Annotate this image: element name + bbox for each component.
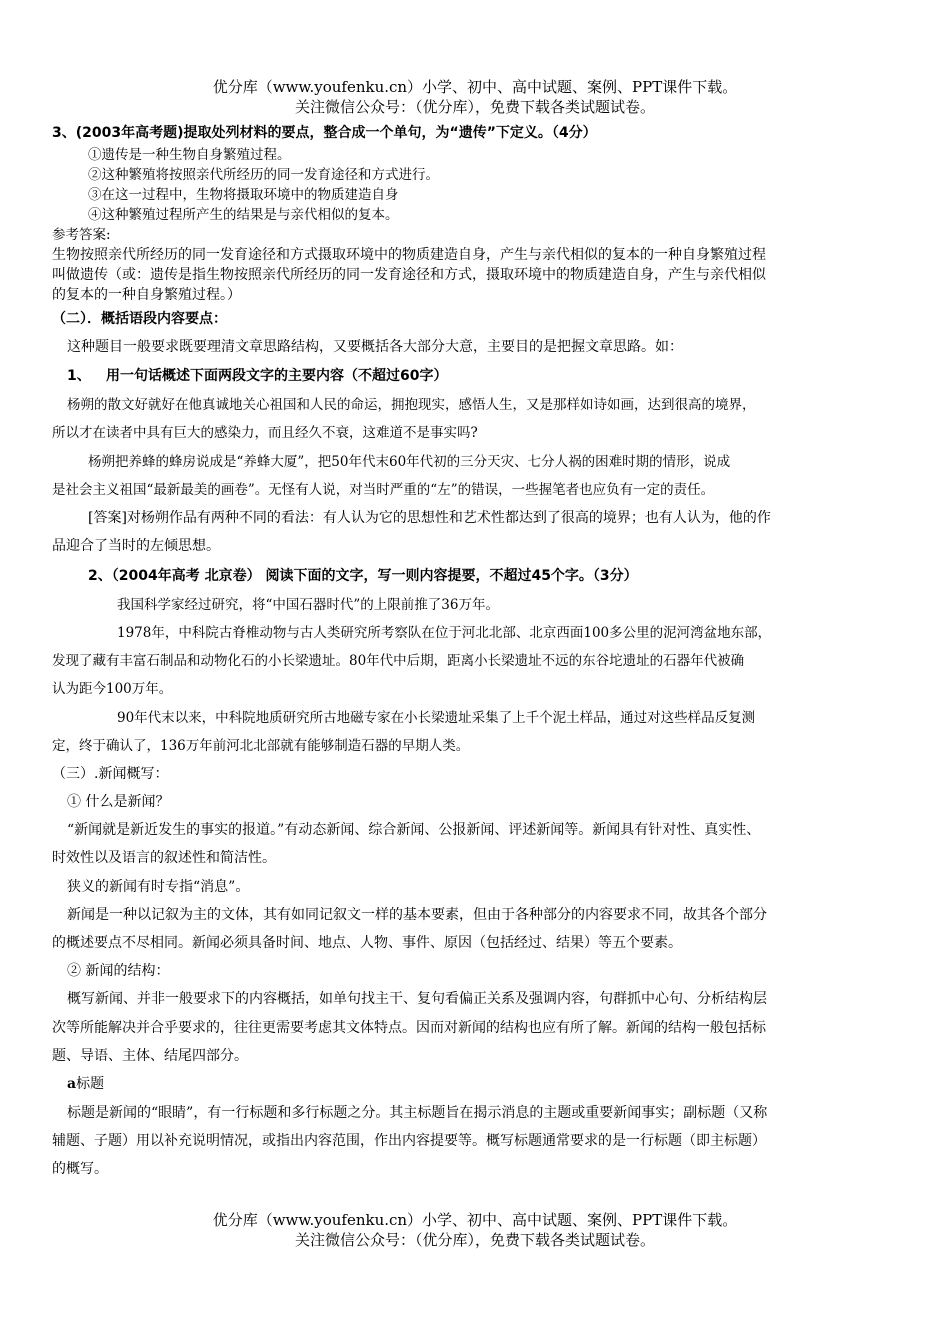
q3-answer-line: 叫做遗传（或：遗传是指生物按照亲代所经历的同一发育途径和方式，摄取环境中的物质建造自身，产生与亲代相似 — [52, 267, 766, 283]
section-3-para: “新闻就是新近发生的事实的报道。”有动态新闻、综合新闻、公报新闻、评述新闻等。新闻具有针对性、真实性、 — [67, 822, 761, 838]
q2-text-line: 90年代末以来，中科院地质研究所古地磁专家在小长梁遗址采集了上千个泥土样品，通过对这些样品反复测 — [117, 710, 756, 726]
q1-text-line: 杨朔的散文好就好在他真诚地关心祖国和人民的命运，拥抱现实，感悟人生，又是那样如诗如画，达到很高的境界， — [67, 397, 756, 413]
sub-a-text: 标题 — [76, 1076, 105, 1092]
q3-item: ④这种繁殖过程所产生的结果是与亲代相似的复本。 — [88, 207, 399, 223]
q3-answer-line: 的复本的一种自身繁殖过程。） — [52, 287, 241, 303]
q2-text-line: 我国科学家经过研究，将“中国石器时代”的上限前推了36万年。 — [117, 597, 499, 613]
q1-text-line: 杨朔把养蜂的蜂房说成是“养蜂大厦”，把50年代末60年代初的三分天灾、七分人祸的困难时期的情形，说成 — [88, 454, 731, 470]
section-3-para: 次等所能解决并合乎要求的，往往更需要考虑其文体特点。因而对新闻的结构也应有所了解。新闻的结构一般包括标 — [52, 1020, 766, 1036]
section-2-intro: 这种题目一般要求既要理清文章思路结构，又要概括各大部分大意，主要目的是把握文章思路。如： — [67, 339, 683, 355]
q2-text-line: 1978年，中科院古脊椎动物与古人类研究所考察队在位于河北北部、北京西面100多公里的泥河湾盆地东部， — [117, 625, 772, 641]
q3-item: ①遗传是一种生物自身繁殖过程。 — [88, 147, 291, 163]
section-3-para: 标题是新闻的“眼睛”，有一行标题和多行标题之分。其主标题旨在揭示消息的主题或重要新闻事实；副标题（又称 — [67, 1105, 768, 1121]
section-3-para: 的概述要点不尽相同。新闻必须具备时间、地点、人物、事件、原因（包括经过、结果）等五个要素。 — [52, 935, 682, 951]
section-3-para: 新闻是一种以记叙为主的文体，其有如同记叙文一样的基本要素，但由于各种部分的内容要求不同，故其各个部分 — [67, 907, 767, 923]
q3-item: ③在这一过程中，生物将摄取环境中的物质建造自身 — [88, 187, 399, 203]
section-3-para: 辅题、子题）用以补充说明情况，或指出内容范围，作出内容提要等。概写标题通常要求的是一行标题（即主标题） — [52, 1133, 766, 1149]
q1-answer-line: [答案]对杨朔作品有两种不同的看法：有人认为它的思想性和艺术性都达到了很高的境界；也有人认为，他的作 — [88, 510, 771, 526]
section-3-sub-1: ① 什么是新闻？ — [67, 794, 170, 810]
q1-text-line: 是社会主义祖国“最新最美的画卷”。无怪有人说，对当时严重的“左”的错误，一些握笔者也应负有一定的责任。 — [52, 482, 715, 498]
footer-line-1: 优分库（www.youfenku.cn）小学、初中、高中试题、案例、PPT课件下载。 — [212, 1211, 738, 1229]
sub-a-letter: a — [67, 1076, 77, 1092]
section-3-para: 概写新闻、并非一般要求下的内容概括，如单句找主干、复句看偏正关系及强调内容，句群抓中心句、分析结构层 — [67, 991, 767, 1007]
q2-text-line: 认为距今100万年。 — [52, 681, 173, 697]
q3-answer-label: 参考答案: — [52, 227, 111, 243]
section-3-para: 狭义的新闻有时专指“消息”。 — [67, 879, 250, 895]
header-line-1: 优分库（www.youfenku.cn）小学、初中、高中试题、案例、PPT课件下载。 — [212, 78, 738, 96]
q1-number: 1、 — [67, 368, 91, 384]
q3-item: ②这种繁殖将按照亲代所经历的同一发育途径和方式进行。 — [88, 167, 439, 183]
header-line-2: 关注微信公众号：（优分库），免费下载各类试题试卷。 — [294, 98, 655, 116]
q2-text-line: 定，终于确认了，136万年前河北北部就有能够制造石器的早期人类。 — [52, 738, 470, 754]
q1-title: 用一句话概述下面两段文字的主要内容（不超过60字） — [106, 368, 448, 384]
section-3-heading: （三）.新闻概写： — [52, 766, 169, 782]
section-3-para: 的概写。 — [52, 1161, 108, 1177]
section-3-para: 题、导语、主体、结尾四部分。 — [52, 1048, 248, 1064]
section-3-para: 时效性以及语言的叙述性和简洁性。 — [52, 850, 276, 866]
q1-text-line: 所以才在读者中具有巨大的感染力，而且经久不衰，这难道不是事实吗? — [52, 425, 478, 441]
section-2-heading: （二）．概括语段内容要点： — [52, 311, 227, 327]
q1-answer-line: 品迎合了当时的左倾思想。 — [52, 538, 220, 554]
section-3-sub-a — [67, 1074, 104, 1094]
q3-answer-line: 生物按照亲代所经历的同一发育途径和方式摄取环境中的物质建造自身，产生与亲代相似的复本的一种自身繁殖过程 — [52, 247, 766, 263]
section-3-sub-2: ② 新闻的结构： — [67, 963, 170, 979]
footer-line-2: 关注微信公众号：（优分库），免费下载各类试题试卷。 — [294, 1231, 655, 1249]
q2-title: 2、（2004年高考 北京卷） 阅读下面的文字，写一则内容提要，不超过45个字。（3分） — [88, 568, 638, 584]
q3-title: 3、(2003年高考题)提取处列材料的要点，整合成一个单句，为“遗传”下定义。（4分） — [52, 125, 597, 141]
q2-text-line: 发现了藏有丰富石制品和动物化石的小长梁遗址。80年代中后期，距离小长梁遗址不远的东谷坨遗址的石器年代被确 — [52, 653, 745, 669]
